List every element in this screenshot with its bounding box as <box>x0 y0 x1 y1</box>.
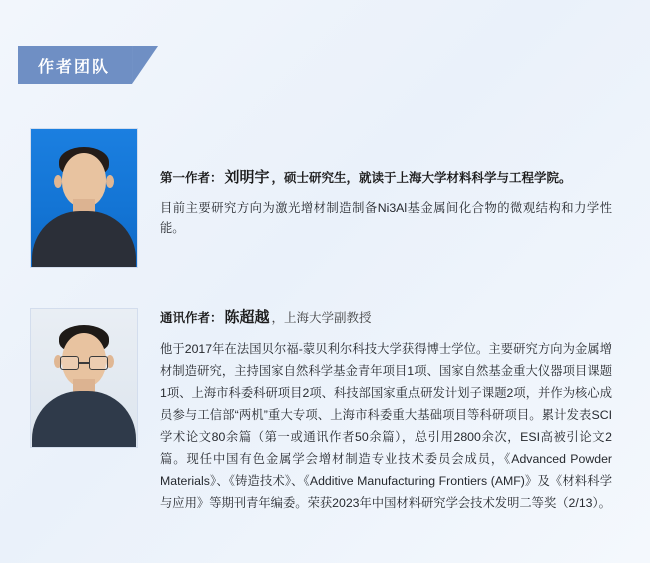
first-author-affiliation: ，硕士研究生，就读于上海大学材料科学与工程学院。 <box>271 171 572 185</box>
corresponding-author-name-line <box>160 308 612 328</box>
section-title: 作者团队 <box>18 46 132 84</box>
first-author-portrait <box>30 128 138 268</box>
corresponding-author-affiliation: ，上海大学副教授 <box>271 311 372 325</box>
first-author-role-label: 第一作者： <box>160 171 223 185</box>
first-author-bio: 目前主要研究方向为激光增材制造制备Ni3Al基金属间化合物的微观结构和力学性能。 <box>160 201 612 235</box>
section-header <box>18 46 158 84</box>
corresponding-author-role-label: 通讯作者： <box>160 311 223 325</box>
first-author-name: 刘明宇 <box>224 169 270 186</box>
first-author-name-line <box>160 168 612 188</box>
author-block-corresponding <box>30 308 612 514</box>
person-illustration-icon <box>31 129 137 267</box>
corresponding-author-bio: 他于2017年在法国贝尔福-蒙贝利尔科技大学获得博士学位。主要研究方向为金属增材制造研究，主持国家自然科学基金青年项目1项、国家自然基金重大仪器项目课题1项、上海市科委科研项目2项、科技部国家重点研发计划子课题2项，并作为核心成员参与工信部“两机”重大专项、上海市科委重大基础项目等科研项目。累计发表SCI学术论文80余篇（第一或通讯作者50余篇），总引用2800余次，ESI高被引论文2篇。现任中国有色金属学会增材制造专业技术委员会成员，《Advanced Powder Materials》、《铸造技术》、《Additive Manufacturing Frontiers (AMF)》及《材料科学与应用》等期刊青年编委。荣获2023年中国材料研究学会技术发明二等奖（2/13）。 <box>160 342 612 510</box>
person-illustration-icon <box>31 309 137 447</box>
corresponding-author-portrait <box>30 308 138 448</box>
author-block-first <box>30 128 612 268</box>
glasses-icon <box>60 356 108 370</box>
corresponding-author-text <box>160 308 612 514</box>
corresponding-author-name: 陈超越 <box>224 309 270 326</box>
banner-tail-decoration <box>132 46 158 84</box>
first-author-text <box>160 128 612 238</box>
